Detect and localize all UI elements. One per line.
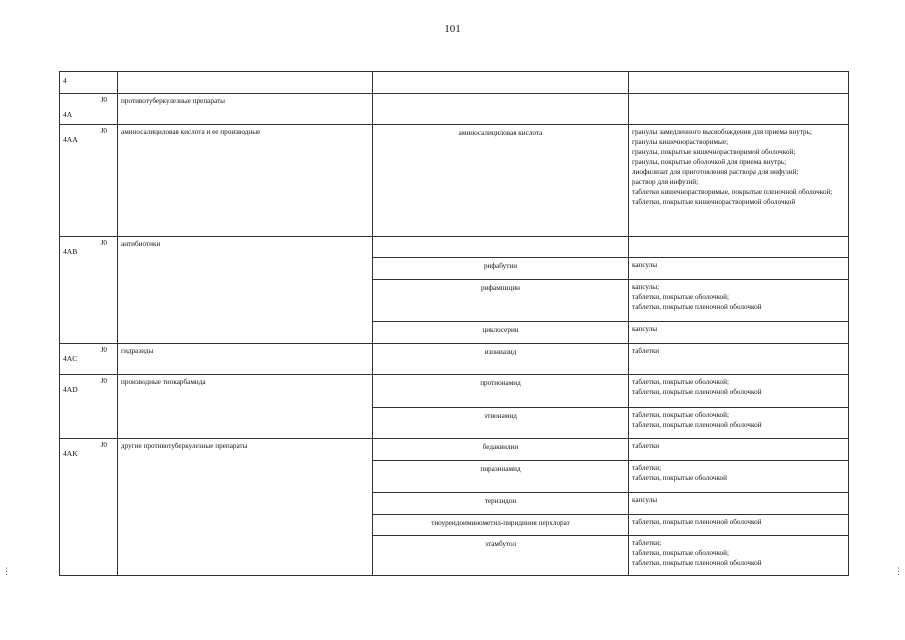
drug-name: аминосалициловая кислота xyxy=(373,125,629,237)
drug-name: изониазид xyxy=(373,344,629,375)
header-cell xyxy=(629,72,849,94)
atc-code-cell xyxy=(60,439,118,576)
atc-prefix: J0 xyxy=(100,346,107,354)
drug-name: рифабутин xyxy=(373,258,629,280)
atc-prefix: J0 xyxy=(100,239,107,247)
atc-prefix: J0 xyxy=(100,441,107,449)
atc-code: 4AK xyxy=(63,449,78,458)
header-code-cell xyxy=(60,72,118,94)
atc-code-cell xyxy=(60,344,118,375)
dosage-forms: таблетки xyxy=(629,344,849,375)
drug-name: этионамид xyxy=(373,408,629,439)
group-name: производные тиокарбамида xyxy=(118,375,373,439)
page-number: 101 xyxy=(444,23,461,35)
atc-code: 4AB xyxy=(63,247,78,256)
dosage-forms: гранулы замедленного высвобождения для приема внутрь; гранулы кишечнорастворимые; гранулы, покрытые кишечнорастворимой оболочкой; гранулы, покрытые оболочкой для приема внутрь; лиофилизат для приготовления раствора для инфузий; раствор для инфузий; таблетки кишечнорастворимые, покрытые пленочной оболочкой; таблетки, покрытые кишечнорастворимой оболочкой xyxy=(629,125,849,237)
group-name: гидразиды xyxy=(118,344,373,375)
atc-code: 4A xyxy=(63,110,73,119)
dosage-forms: капсулы xyxy=(629,322,849,344)
dosage-forms: таблетки, покрытые пленочной оболочкой xyxy=(629,515,849,536)
drug-name: циклосерин xyxy=(373,322,629,344)
table-row xyxy=(60,237,849,258)
scan-edge-mark-left: ⋮ xyxy=(2,566,11,576)
drug-name: тиоуреидоиминометил-пиридиния перхлорат xyxy=(373,515,629,536)
atc-code: 4AC xyxy=(63,354,78,363)
drug-table xyxy=(59,71,849,576)
dosage-forms: таблетки, покрытые оболочкой; таблетки, покрытые пленочной оболочкой xyxy=(629,375,849,408)
table-row xyxy=(60,439,849,461)
header-cell xyxy=(373,72,629,94)
atc-prefix: J0 xyxy=(100,96,107,104)
table-row xyxy=(60,94,849,125)
dosage-form-cell xyxy=(629,237,849,258)
atc-code-cell xyxy=(60,94,118,125)
group-name: антибиотики xyxy=(118,237,373,344)
atc-code: 4AA xyxy=(63,135,78,144)
drug-name-cell xyxy=(373,94,629,125)
dosage-forms: капсулы; таблетки, покрытые оболочкой; таблетки, покрытые пленочной оболочкой xyxy=(629,280,849,322)
group-name: другие противотуберкулезные препараты xyxy=(118,439,373,576)
atc-code-cell xyxy=(60,125,118,237)
atc-code-cell xyxy=(60,237,118,344)
drug-name: рифампицин xyxy=(373,280,629,322)
atc-code-cell xyxy=(60,375,118,439)
drug-name: протионамид xyxy=(373,375,629,408)
dosage-forms: таблетки, покрытые оболочкой; таблетки, покрытые пленочной оболочкой xyxy=(629,408,849,439)
dosage-forms: капсулы xyxy=(629,493,849,515)
drug-name: бедаквилин xyxy=(373,439,629,461)
drug-name: этамбутол xyxy=(373,536,629,576)
header-cell xyxy=(118,72,373,94)
table-row xyxy=(60,344,849,375)
atc-prefix: J0 xyxy=(100,377,107,385)
dosage-form-cell xyxy=(629,94,849,125)
table-row xyxy=(60,125,849,237)
dosage-forms: таблетки; таблетки, покрытые оболочкой xyxy=(629,461,849,493)
group-name: противотуберкулезные препараты xyxy=(118,94,373,125)
table-header-row xyxy=(60,72,849,94)
dosage-forms: таблетки; таблетки, покрытые оболочкой; таблетки, покрытые пленочной оболочкой xyxy=(629,536,849,576)
drug-name: пиразинамид xyxy=(373,461,629,493)
dosage-forms: капсулы xyxy=(629,258,849,280)
group-name: аминосалициловая кислота и ее производные xyxy=(118,125,373,237)
header-code: 4 xyxy=(63,76,67,85)
scan-edge-mark-right: ⋮ xyxy=(894,566,903,576)
drug-name-cell xyxy=(373,237,629,258)
atc-prefix: J0 xyxy=(100,127,107,135)
drug-name: теризидон xyxy=(373,493,629,515)
atc-code: 4AD xyxy=(63,385,78,394)
table-row xyxy=(60,375,849,408)
dosage-forms: таблетки xyxy=(629,439,849,461)
